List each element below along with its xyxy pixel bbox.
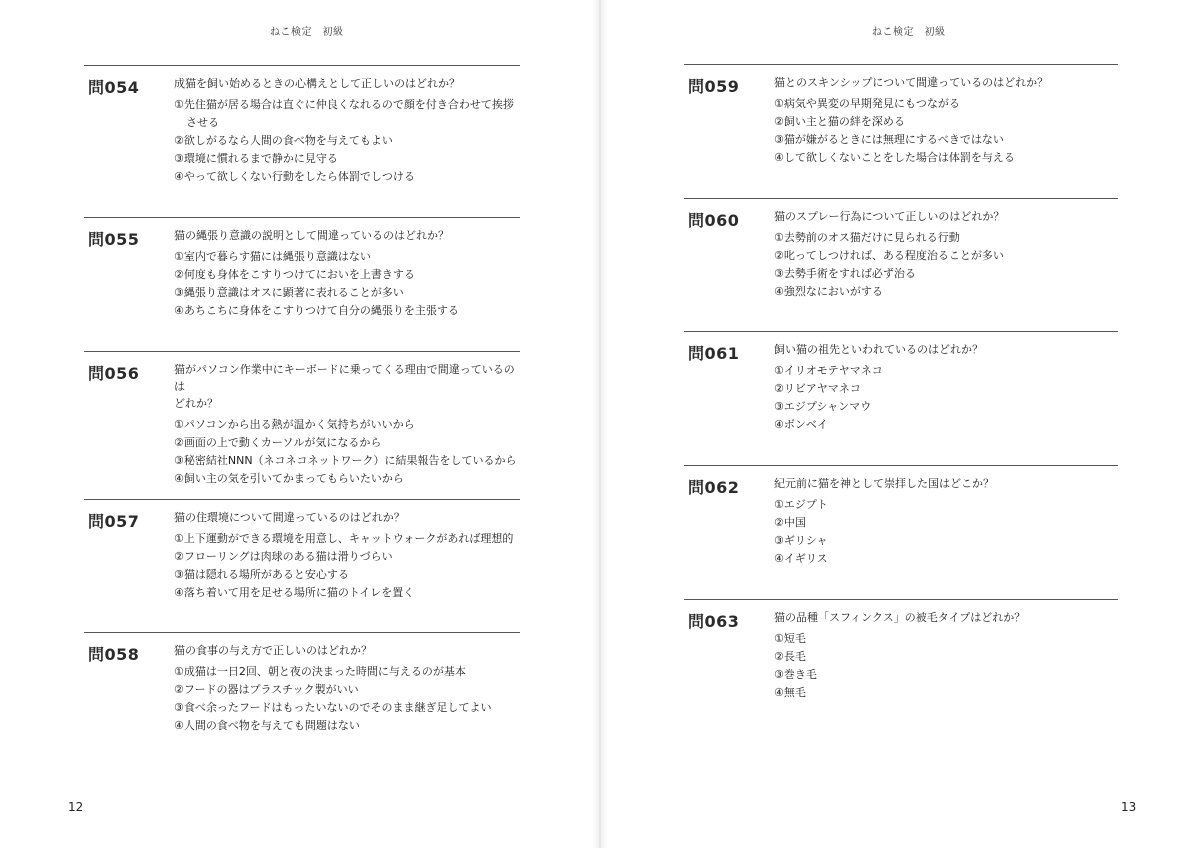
- question-text-line2: どれか？: [174, 397, 218, 410]
- gutter-shadow: [592, 0, 608, 848]
- question-rule: [684, 64, 1118, 65]
- option-1-text: ①先住猫が居る場合は直ぐに仲良くなれるので顔を付き合わせて挨拶: [174, 98, 514, 111]
- option-2: ②フローリングは肉球のある猫は滑りづらい: [174, 550, 393, 563]
- option-1: ①エジプト: [774, 498, 828, 511]
- option-2: ②画面の上で動くカーソルが気になるから: [174, 436, 382, 449]
- question-rule: [684, 465, 1118, 466]
- question-number: 問055: [88, 230, 140, 249]
- option-2: ②フードの器はプラスチック製がいい: [174, 683, 359, 696]
- option-1: ①短毛: [774, 632, 806, 645]
- option-1: [174, 96, 520, 132]
- option-1: ①成猫は一日2回、朝と夜の決まった時間に与えるのが基本: [174, 665, 466, 678]
- option-4: ④無毛: [774, 686, 806, 699]
- question-number: 問059: [688, 77, 740, 96]
- option-4: ④イギリス: [774, 552, 828, 565]
- question-body: [774, 341, 1118, 434]
- option-1: ①室内で暮らす猫には縄張り意識はない: [174, 250, 371, 263]
- option-4: ④飼い主の気を引いてかまってもらいたいから: [174, 472, 404, 485]
- question-body: [174, 361, 520, 488]
- option-4: ④して欲しくないことをした場合は体罰を与える: [774, 151, 1015, 164]
- option-3: ③エジプシャンマウ: [774, 400, 872, 413]
- question-body: [174, 642, 520, 735]
- question-text: 猫の食事の与え方で正しいのはどれか？: [174, 644, 372, 657]
- question-text: 飼い猫の祖先といわれているのはどれか？: [774, 343, 983, 356]
- question-body: [174, 509, 520, 602]
- question-text: 紀元前に猫を神として崇拝した国はどこか？: [774, 477, 994, 490]
- option-3: ③食べ余ったフードはもったいないのでそのまま継ぎ足してよい: [174, 701, 492, 714]
- question-body: [174, 75, 520, 186]
- option-4: ④あちこちに身体をこすりつけて自分の縄張りを主張する: [174, 304, 459, 317]
- question-number: 問054: [88, 78, 140, 97]
- option-2: ②リビアヤマネコ: [774, 382, 861, 395]
- question-text: 猫のスプレー行為について正しいのはどれか？: [774, 210, 1005, 223]
- running-head-right: ねこ検定 初級: [872, 27, 946, 38]
- option-3: ③ギリシャ: [774, 534, 828, 547]
- option-2: ②長毛: [774, 650, 806, 663]
- option-3: ③巻き毛: [774, 668, 817, 681]
- option-4: ④落ち着いて用を足せる場所に猫のトイレを置く: [174, 586, 415, 599]
- question-rule: [84, 217, 520, 218]
- option-4: ④人間の食べ物を与えても問題はない: [174, 719, 360, 732]
- question-rule: [684, 331, 1118, 332]
- question-rule: [684, 599, 1118, 600]
- option-3: ③猫は隠れる場所があると安心する: [174, 568, 349, 581]
- option-1: ①イリオモテヤマネコ: [774, 364, 883, 377]
- question-rule: [84, 65, 520, 66]
- question-rule: [84, 351, 520, 352]
- question-body: [174, 227, 520, 320]
- question-rule: [684, 198, 1118, 199]
- option-1: ①パソコンから出る熱が温かく気持ちがいいから: [174, 418, 415, 431]
- option-3: ③縄張り意識はオスに顕著に表れることが多い: [174, 286, 404, 299]
- option-4: ④ボンベイ: [774, 418, 828, 431]
- option-2: ②叱ってしつければ、ある程度治ることが多い: [774, 249, 1004, 262]
- option-2: ②欲しがるなら人間の食べ物を与えてもよい: [174, 134, 393, 147]
- question-text: 猫の住環境について間違っているのはどれか？: [174, 511, 405, 524]
- question-text: [174, 361, 520, 412]
- option-3: ③猫が嫌がるときには無理にするべきではない: [774, 133, 1004, 146]
- question-body: [774, 475, 1118, 568]
- question-rule: [84, 632, 520, 633]
- option-1-continuation: させる: [186, 116, 219, 129]
- question-number: 問061: [688, 344, 740, 363]
- question-number: 問063: [688, 612, 740, 631]
- question-body: [774, 609, 1118, 702]
- option-3: ③環境に慣れるまで静かに見守る: [174, 152, 338, 165]
- question-text-line1: 猫がパソコン作業中にキーボードに乗ってくる理由で間違っているのは: [174, 363, 515, 393]
- option-2: ②中国: [774, 516, 806, 529]
- right-page: [600, 0, 1200, 848]
- question-rule: [84, 499, 520, 500]
- option-1: ①上下運動ができる環境を用意し、キャットウォークがあれば理想的: [174, 532, 514, 545]
- option-4: ④強烈なにおいがする: [774, 285, 883, 298]
- question-text: 猫の縄張り意識の説明として間違っているのはどれか？: [174, 229, 449, 242]
- question-text: 猫とのスキンシップについて間違っているのはどれか？: [774, 76, 1049, 89]
- option-2: ②飼い主と猫の絆を深める: [774, 115, 905, 128]
- question-number: 問058: [88, 645, 140, 664]
- option-1: ①去勢前のオス猫だけに見られる行動: [774, 231, 960, 244]
- question-number: 問062: [688, 478, 740, 497]
- option-1: ①病気や異変の早期発見にもつながる: [774, 97, 960, 110]
- running-head-left: ねこ検定 初級: [270, 27, 344, 38]
- page-number-right: 13: [1121, 800, 1137, 814]
- question-body: [774, 208, 1118, 301]
- option-3: ③去勢手術をすれば必ず治る: [774, 267, 916, 280]
- question-number: 問057: [88, 512, 140, 531]
- option-4: ④やって欲しくない行動をしたら体罰でしつける: [174, 170, 415, 183]
- option-3: ③秘密結社NNN（ネコネコネットワーク）に結果報告をしているから: [174, 454, 517, 467]
- question-number: 問060: [688, 211, 740, 230]
- question-number: 問056: [88, 364, 140, 383]
- page-number-left: 12: [68, 800, 84, 814]
- question-text: 猫の品種「スフィンクス」の被毛タイプはどれか？: [774, 611, 1026, 624]
- option-2: ②何度も身体をこすりつけてにおいを上書きする: [174, 268, 415, 281]
- question-body: [774, 74, 1118, 167]
- question-text: 成猫を飼い始めるときの心構えとして正しいのはどれか？: [174, 77, 460, 90]
